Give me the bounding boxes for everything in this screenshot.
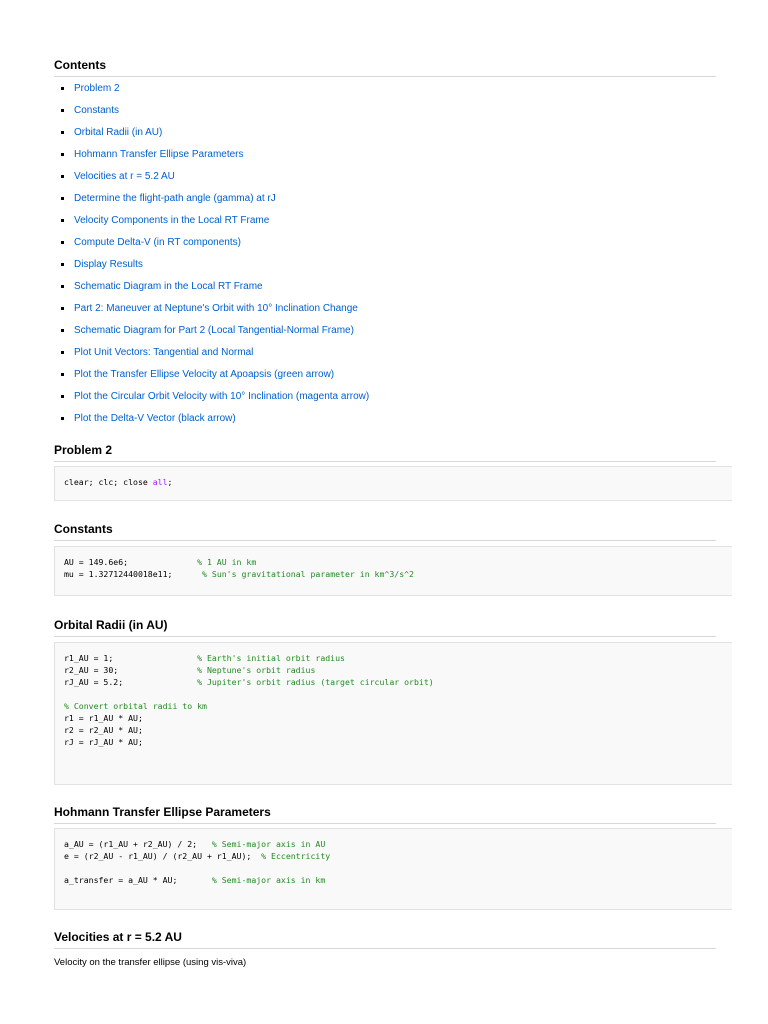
- toc-link-circular-velocity[interactable]: Plot the Circular Orbit Velocity with 10° Inclination (magenta arrow): [74, 391, 370, 402]
- toc-link-part-2[interactable]: Part 2: Maneuver at Neptune's Orbit with 10° Inclination Change: [74, 303, 358, 314]
- code-line: [64, 664, 732, 676]
- toc-link-schematic-part-2[interactable]: Schematic Diagram for Part 2 (Local Tangential-Normal Frame): [74, 325, 354, 336]
- hohmann-code-block: [54, 828, 732, 910]
- code-text: r1 = r1_AU * AU;: [64, 713, 143, 723]
- toc-item-constants: [54, 104, 369, 126]
- code-line: [64, 736, 732, 748]
- code-line: [64, 850, 732, 862]
- toc-link-transfer-velocity[interactable]: Plot the Transfer Ellipse Velocity at Apoapsis (green arrow): [74, 369, 335, 380]
- bullet-icon: [61, 241, 64, 244]
- code-comment: % Neptune's orbit radius: [197, 665, 316, 675]
- code-comment: % Earth's initial orbit radius: [197, 653, 345, 663]
- contents-heading: Contents: [54, 58, 716, 77]
- bullet-icon: [61, 329, 64, 332]
- toc-link-velocities[interactable]: Velocities at r = 5.2 AU: [74, 171, 175, 182]
- toc-item-transfer-velocity: [54, 368, 369, 390]
- code-text: r2 = r2_AU * AU;: [64, 725, 143, 735]
- toc-item-problem-2: [54, 82, 369, 104]
- code-text: e = (r2_AU - r1_AU) / (r2_AU + r1_AU);: [64, 851, 262, 861]
- toc-link-compute-delta-v[interactable]: Compute Delta-V (in RT components): [74, 237, 241, 248]
- code-text: r2_AU = 30;: [64, 665, 198, 675]
- toc-link-display-results[interactable]: Display Results: [74, 259, 143, 270]
- bullet-icon: [61, 417, 64, 420]
- code-comment: % Eccentricity: [261, 851, 331, 861]
- contents-list: [54, 82, 369, 434]
- code-line: [64, 476, 732, 488]
- code-comment: % Convert orbital radii to km: [64, 701, 207, 711]
- velocities-description: Velocity on the transfer ellipse (using vis-viva): [54, 957, 247, 968]
- code-line: [64, 724, 732, 736]
- toc-item-schematic-part-2: [54, 324, 369, 346]
- bullet-icon: [61, 197, 64, 200]
- toc-item-schematic-rt: [54, 280, 369, 302]
- toc-item-display-results: [54, 258, 369, 280]
- constants-heading: Constants: [54, 522, 716, 541]
- velocities-heading: Velocities at r = 5.2 AU: [54, 930, 716, 949]
- toc-link-schematic-rt[interactable]: Schematic Diagram in the Local RT Frame: [74, 281, 263, 292]
- bullet-icon: [61, 373, 64, 376]
- toc-item-unit-vectors: [54, 346, 369, 368]
- code-comment: % Sun's gravitational parameter in km^3/s^2: [202, 569, 414, 579]
- bullet-icon: [61, 285, 64, 288]
- code-line-blank: [64, 862, 732, 874]
- code-line: [64, 568, 732, 580]
- bullet-icon: [61, 175, 64, 178]
- toc-link-flight-path-angle[interactable]: Determine the flight-path angle (gamma) at rJ: [74, 193, 276, 204]
- code-text: ;: [167, 477, 173, 487]
- code-line: [64, 712, 732, 724]
- code-line-blank: [64, 688, 732, 700]
- bullet-icon: [61, 219, 64, 222]
- bullet-icon: [61, 153, 64, 156]
- problem-2-heading: Problem 2: [54, 443, 716, 462]
- code-line: [64, 838, 732, 850]
- toc-item-flight-path-angle: [54, 192, 369, 214]
- toc-item-part-2: [54, 302, 369, 324]
- code-comment: % 1 AU in km: [197, 557, 257, 567]
- bullet-icon: [61, 109, 64, 112]
- code-line: [64, 700, 732, 712]
- code-line: [64, 874, 732, 886]
- code-text: a_AU = (r1_AU + r2_AU) / 2;: [64, 839, 212, 849]
- toc-item-circular-velocity: [54, 390, 369, 412]
- bullet-icon: [61, 351, 64, 354]
- constants-code-block: [54, 546, 732, 596]
- toc-item-compute-delta-v: [54, 236, 369, 258]
- toc-link-hohmann[interactable]: Hohmann Transfer Ellipse Parameters: [74, 149, 244, 160]
- bullet-icon: [61, 263, 64, 266]
- toc-item-hohmann: [54, 148, 369, 170]
- code-line: [64, 556, 732, 568]
- toc-item-delta-v-vector: [54, 412, 369, 434]
- code-text: r1_AU = 1;: [64, 653, 198, 663]
- problem-2-code-block: [54, 466, 732, 501]
- bullet-icon: [61, 87, 64, 90]
- toc-link-delta-v-vector[interactable]: Plot the Delta-V Vector (black arrow): [74, 413, 236, 424]
- code-text: AU = 149.6e6;: [64, 557, 198, 567]
- code-comment: % Jupiter's orbit radius (target circular orbit): [197, 677, 434, 687]
- toc-link-constants[interactable]: Constants: [74, 105, 120, 116]
- toc-item-orbital-radii: [54, 126, 369, 148]
- orbital-radii-heading: Orbital Radii (in AU): [54, 618, 716, 637]
- toc-link-orbital-radii[interactable]: Orbital Radii (in AU): [74, 127, 163, 138]
- bullet-icon: [61, 131, 64, 134]
- toc-item-velocities: [54, 170, 369, 192]
- bullet-icon: [61, 395, 64, 398]
- code-comment: % Semi-major axis in km: [211, 875, 326, 885]
- code-line: [64, 652, 732, 664]
- hohmann-heading: Hohmann Transfer Ellipse Parameters: [54, 805, 716, 824]
- code-line: [64, 676, 732, 688]
- code-text: rJ = rJ_AU * AU;: [64, 737, 143, 747]
- code-text: mu = 1.32712440018e11;: [64, 569, 203, 579]
- orbital-radii-code-block: [54, 642, 732, 785]
- code-comment: % Semi-major axis in AU: [211, 839, 326, 849]
- code-text: rJ_AU = 5.2;: [64, 677, 198, 687]
- toc-link-problem-2[interactable]: Problem 2: [74, 83, 120, 94]
- code-text: a_transfer = a_AU * AU;: [64, 875, 212, 885]
- code-keyword: all: [152, 477, 168, 487]
- code-text: clear; clc; close: [64, 477, 153, 487]
- toc-item-velocity-components: [54, 214, 369, 236]
- toc-link-unit-vectors[interactable]: Plot Unit Vectors: Tangential and Normal: [74, 347, 254, 358]
- bullet-icon: [61, 307, 64, 310]
- toc-link-velocity-components[interactable]: Velocity Components in the Local RT Frame: [74, 215, 270, 226]
